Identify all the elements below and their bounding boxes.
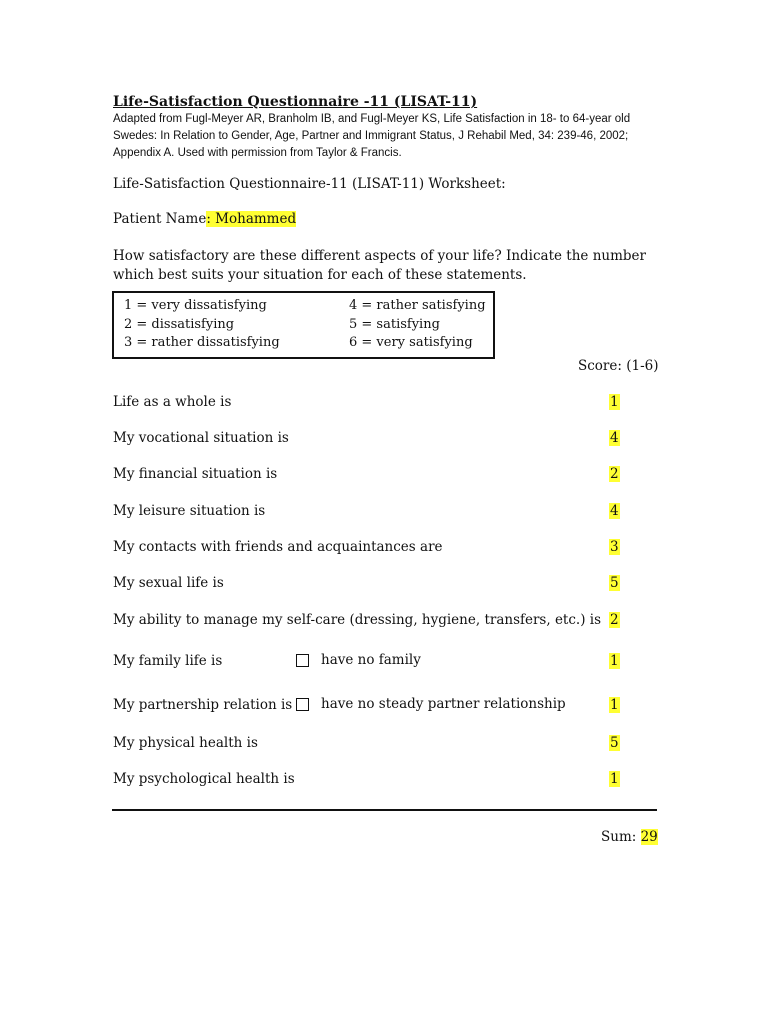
item-label: My family life is — [113, 653, 223, 669]
sum-value: 29 — [640, 829, 658, 845]
legend-item: 4 = rather satisfying — [349, 298, 486, 313]
legend-item: 6 = very satisfying — [349, 335, 473, 350]
item-label: My ability to manage my self-care (dressing, hygiene, transfers, etc.) is — [113, 612, 602, 628]
divider-line — [112, 809, 657, 811]
no-partner-checkbox[interactable] — [296, 698, 309, 711]
page-title: Life-Satisfaction Questionnaire -11 (LISAT-11) — [113, 94, 478, 110]
patient-name-label: Patient Name — [113, 211, 207, 227]
item-label: My contacts with friends and acquaintances are — [113, 539, 443, 555]
item-label: My physical health is — [113, 735, 258, 751]
item-score[interactable]: 1 — [610, 394, 619, 410]
no-partner-option[interactable] — [296, 696, 566, 712]
score-legend-box — [112, 291, 495, 359]
item-score[interactable]: 4 — [610, 503, 619, 519]
item-score[interactable]: 1 — [610, 653, 619, 669]
sum-label: Sum: — [601, 829, 637, 845]
item-score[interactable]: 4 — [610, 430, 619, 446]
instructions: How satisfactory are these different aspects of your life? Indicate the number which best suits your situation for each of these statements. — [113, 248, 646, 283]
legend-item: 5 = satisfying — [349, 317, 440, 332]
item-score[interactable]: 5 — [610, 575, 619, 591]
item-score[interactable]: 1 — [610, 697, 619, 713]
patient-name-value: : Mohammed — [206, 211, 297, 227]
legend-item: 1 = very dissatisfying — [124, 298, 267, 313]
item-label: My psychological health is — [113, 771, 295, 787]
citation: Adapted from Fugl-Meyer AR, Branholm IB, and Fugl-Meyer KS, Life Satisfaction in 18- to 64-year old Swedes: In Relation to Gender, Age, Partner and Immigrant Status, J Rehabil Med, 34: 239-46, 2002; Appendix A. Used with permission from Taylor & Francis. — [113, 113, 631, 159]
no-partner-label: have no steady partner relationship — [321, 696, 566, 712]
legend-item: 2 = dissatisfying — [124, 317, 235, 332]
item-score[interactable]: 2 — [610, 612, 619, 628]
item-score[interactable]: 3 — [610, 539, 619, 555]
sum-total — [601, 829, 658, 845]
no-family-label: have no family — [321, 652, 421, 668]
patient-name — [113, 211, 296, 227]
score-column-header: Score: (1-6) — [578, 358, 659, 374]
no-family-option[interactable] — [296, 652, 421, 668]
worksheet-heading: Life-Satisfaction Questionnaire-11 (LISAT-11) Worksheet: — [113, 176, 506, 192]
item-label: Life as a whole is — [113, 394, 232, 410]
item-label: My financial situation is — [113, 466, 278, 482]
item-label: My sexual life is — [113, 575, 224, 591]
item-label: My partnership relation is — [113, 697, 293, 713]
item-score[interactable]: 5 — [610, 735, 619, 751]
item-label: My vocational situation is — [113, 430, 289, 446]
item-score[interactable]: 1 — [610, 771, 619, 787]
no-family-checkbox[interactable] — [296, 654, 309, 667]
item-score[interactable]: 2 — [610, 466, 619, 482]
legend-item: 3 = rather dissatisfying — [124, 335, 280, 350]
item-label: My leisure situation is — [113, 503, 266, 519]
